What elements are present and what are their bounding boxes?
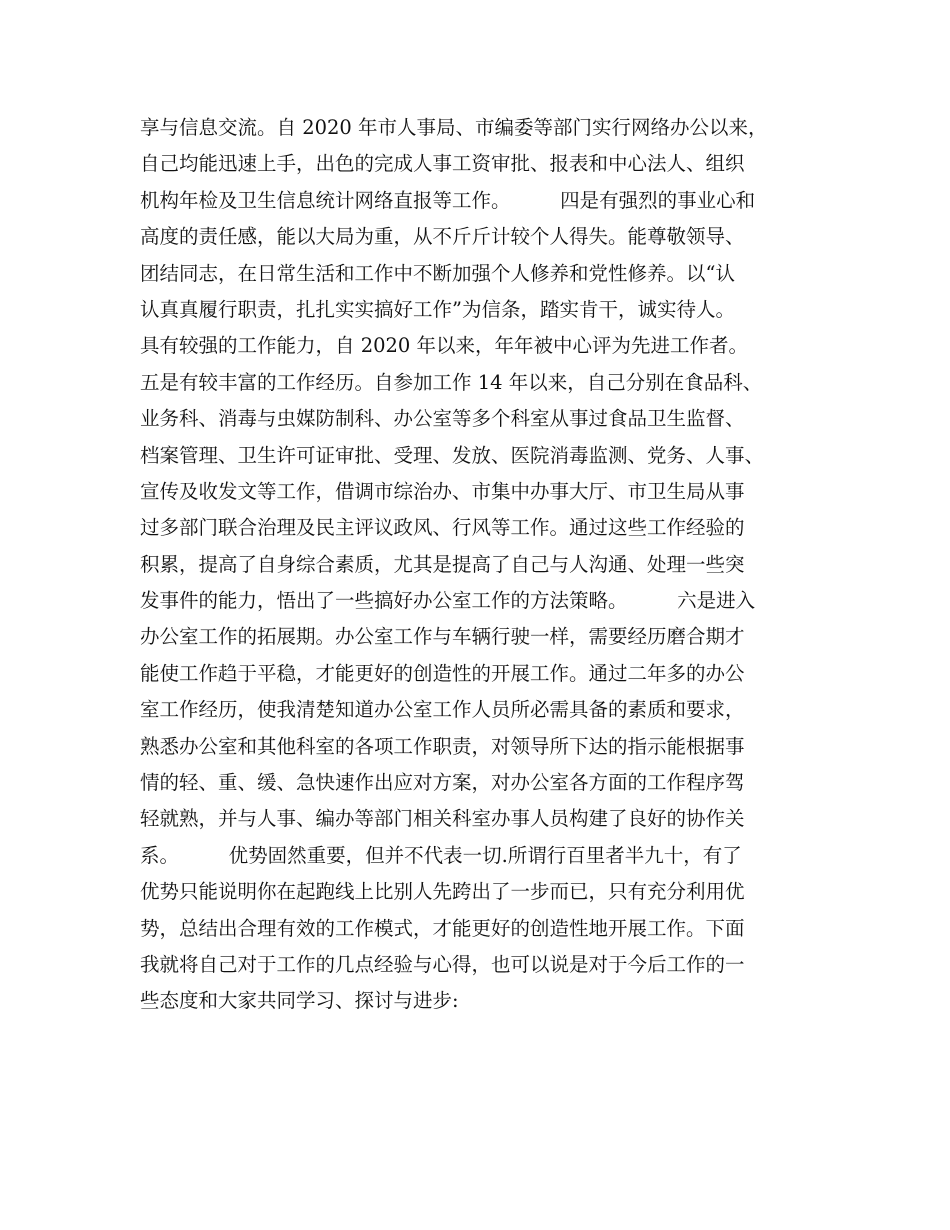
text-line: 业务科、消毒与虫媒防制科、办公室等多个科室从事过食品卫生监督、 [140, 407, 745, 431]
text-line: 积累，提高了自身综合素质，尤其是提高了自己与人沟通、处理一些突 [140, 552, 745, 576]
text-line: 系。 优势固然重要，但并不代表一切.所谓行百里者半九十，有了 [140, 843, 742, 867]
text-line: 发事件的能力，悟出了一些搞好办公室工作的方法策略。 六是进入 [140, 589, 756, 613]
text-line: 宣传及收发文等工作，借调市综治办、市集中办事大厅、市卫生局从事 [140, 479, 745, 503]
text-line: 优势只能说明你在起跑线上比别人先跨出了一步而已，只有充分利用优 [140, 880, 745, 904]
text-line: 档案管理、卫生许可证审批、受理、发放、医院消毒监测、党务、人事、 [140, 443, 765, 467]
text-line: 认真真履行职责，扎扎实实搞好工作”为信条，踏实肯干，诚实待人。 [140, 297, 735, 321]
text-line: 享与信息交流。自 2020 年市人事局、市编委等部门实行网络办公以来， [140, 116, 768, 139]
text-line: 能使工作趋于平稳，才能更好的创造性的开展工作。通过二年多的办公 [140, 661, 745, 685]
text-line: 自己均能迅速上手，出色的完成人事工资审批、报表和中心法人、组织 [140, 152, 745, 176]
text-line: 些态度和大家共同学习、探讨与进步: [140, 989, 459, 1013]
text-line: 办公室工作的拓展期。办公室工作与车辆行驶一样，需要经历磨合期才 [140, 625, 745, 649]
text-line: 团结同志，在日常生活和工作中不断加强个人修养和党性修养。以“认 [140, 261, 735, 285]
text-line: 五是有较丰富的工作经历。自参加工作 14 年以来，自己分别在食品科、 [140, 370, 763, 394]
text-line: 轻就熟，并与人事、编办等部门相关科室办事人员构建了良好的协作关 [140, 807, 745, 831]
text-line: 过多部门联合治理及民主评议政风、行风等工作。通过这些工作经验的 [140, 516, 745, 540]
text-line: 我就将自己对于工作的几点经验与心得，也可以说是对于今后工作的一 [140, 952, 745, 976]
text-line: 势，总结出合理有效的工作模式，才能更好的创造性地开展工作。下面 [140, 916, 745, 940]
text-line: 机构年检及卫生信息统计网络直报等工作。 四是有强烈的事业心和 [140, 188, 756, 212]
text-line: 熟悉办公室和其他科室的各项工作职责，对领导所下达的指示能根据事 [140, 734, 745, 758]
text-line: 高度的责任感，能以大局为重，从不斤斤计较个人得失。能尊敬领导、 [140, 225, 745, 249]
text-line: 室工作经历，使我清楚知道办公室工作人员所必需具备的素质和要求， [140, 698, 745, 722]
text-line: 具有较强的工作能力，自 2020 年以来，年年被中心评为先进工作者。 [140, 334, 749, 358]
body-text [140, 110, 830, 1020]
text-line: 情的轻、重、缓、急快速作出应对方案，对办公室各方面的工作程序驾 [140, 771, 745, 795]
